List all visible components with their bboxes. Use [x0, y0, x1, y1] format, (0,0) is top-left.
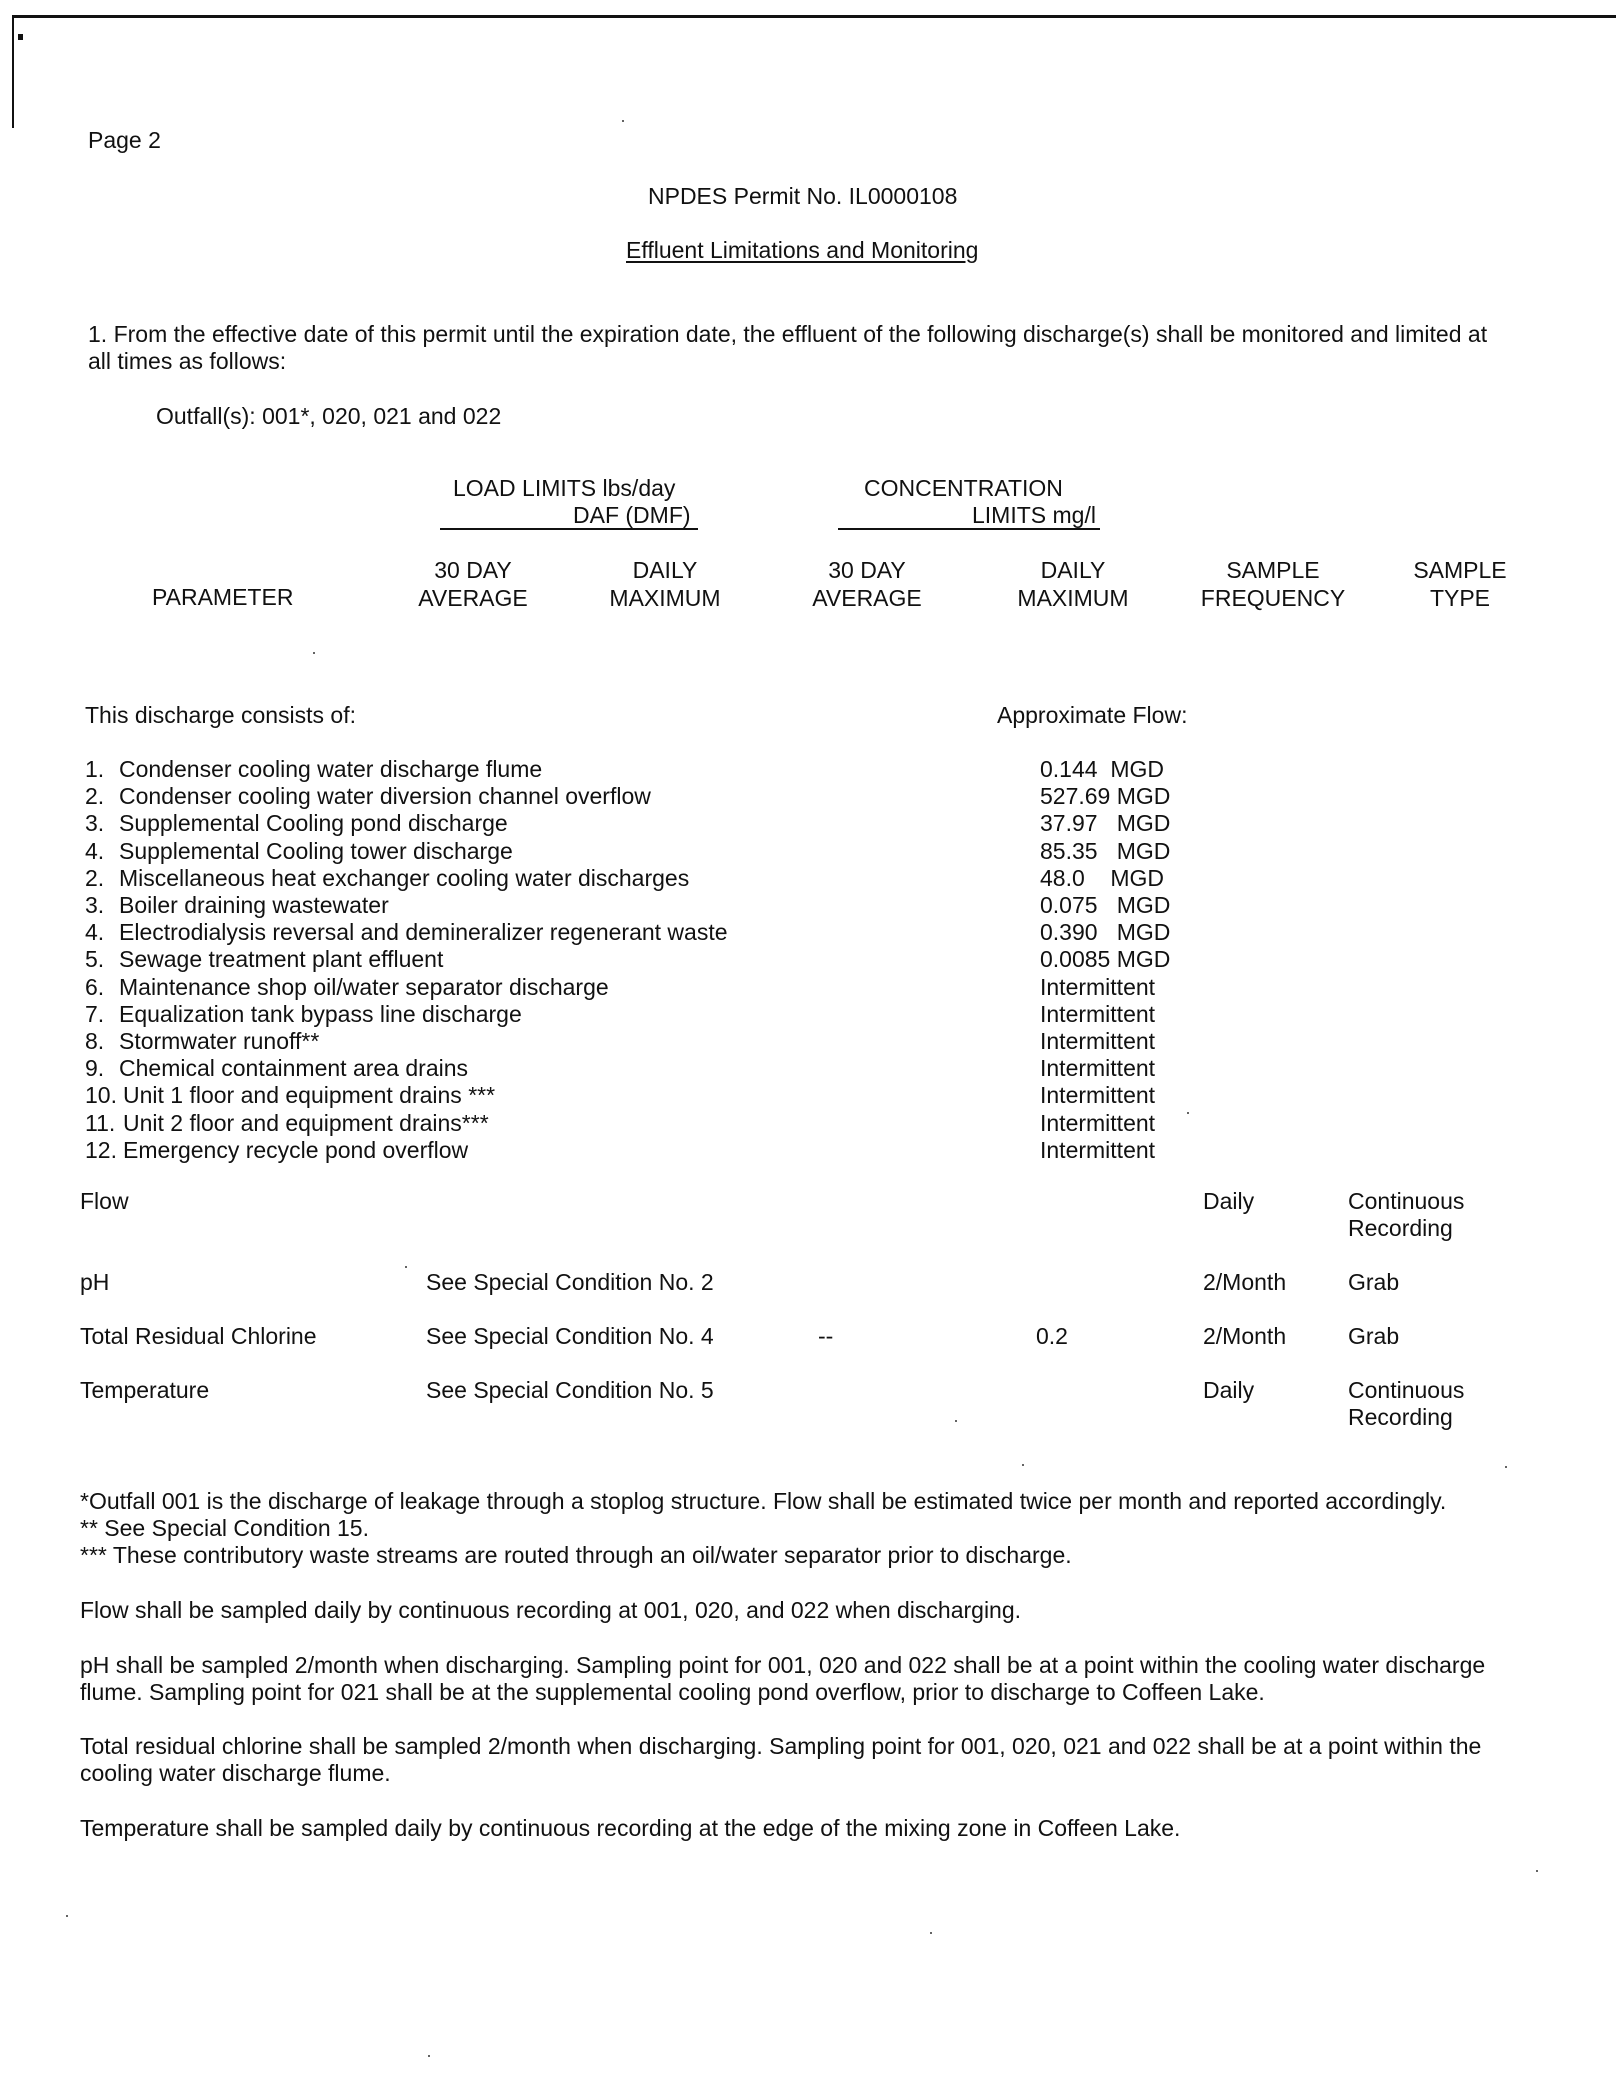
scan-speck: [405, 1266, 407, 1268]
footnote-outfall-001: *Outfall 001 is the discharge of leakage through a stoplog structure. Flow shall be estimated twice per month and reported accordingly.: [80, 1488, 1447, 1514]
discharge-item-description: Stormwater runoff**: [119, 1028, 320, 1054]
parameter-sample-frequency: 2/Month: [1203, 1269, 1287, 1295]
outfalls-line: Outfall(s): 001*, 020, 021 and 022: [156, 403, 502, 429]
discharge-item-number: 1.: [85, 756, 105, 782]
discharge-item-description: Maintenance shop oil/water separator discharge: [119, 973, 609, 1000]
discharge-item: [85, 810, 508, 838]
discharge-item-description: Electrodialysis reversal and demineralizer regenerant waste: [119, 919, 728, 946]
parameter-sample-type: Continuous: [1348, 1188, 1465, 1214]
discharge-item-number: 12.: [85, 1136, 117, 1163]
parameter-load-limit: See Special Condition No. 2: [426, 1269, 714, 1295]
discharge-item-flow: Intermittent: [1040, 1109, 1156, 1136]
discharge-item: [85, 1082, 495, 1110]
discharge-item-flow: Intermittent: [1040, 1000, 1156, 1027]
note-temperature: Temperature shall be sampled daily by continuous recording at the edge of the mixing zone in Coffeen Lake.: [80, 1815, 1181, 1841]
load-limits-underline: [440, 528, 698, 530]
parameter-sample-frequency: Daily: [1203, 1377, 1255, 1403]
parameter-sample-frequency: Daily: [1203, 1188, 1255, 1214]
discharge-item: [85, 1001, 522, 1029]
discharge-item: [85, 892, 389, 920]
discharge-item-flow: 0.144 MGD: [1040, 756, 1164, 782]
load-limits-header: LOAD LIMITS lbs/day: [453, 475, 676, 501]
discharge-item: [85, 919, 728, 947]
discharge-item-description: Miscellaneous heat exchanger cooling water discharges: [119, 864, 690, 891]
discharge-item-number: 4.: [85, 837, 105, 864]
discharge-item-flow: Intermittent: [1040, 973, 1156, 1000]
discharge-item: [85, 1137, 468, 1165]
top-border-line: [12, 15, 1616, 18]
discharge-item: [85, 1028, 319, 1056]
discharge-item-description: Supplemental Cooling pond discharge: [119, 810, 508, 837]
discharge-item: [85, 974, 609, 1002]
discharge-item-description: Boiler draining wastewater: [119, 892, 389, 918]
discharge-item-number: 2.: [85, 864, 105, 891]
discharge-item-flow: Intermittent: [1040, 1055, 1156, 1082]
note-chlorine-line-2: cooling water discharge flume.: [80, 1760, 391, 1786]
column-header-sample-frequency: SAMPLE FREQUENCY: [1200, 557, 1346, 611]
column-header-load-average: 30 DAY AVERAGE: [418, 557, 528, 611]
discharge-item-description: Condenser cooling water discharge flume: [119, 756, 543, 782]
discharge-item: [85, 1110, 489, 1138]
discharge-item-flow: 37.97 MGD: [1040, 810, 1171, 837]
concentration-subheader: LIMITS mg/l: [972, 502, 1096, 528]
discharge-item: [85, 865, 689, 893]
discharge-item-description: Condenser cooling water diversion channel overflow: [119, 783, 651, 810]
discharge-item-number: 10.: [85, 1082, 117, 1109]
scan-speck: [622, 120, 624, 122]
column-header-parameter: PARAMETER: [152, 584, 294, 610]
discharge-item-flow: 85.35 MGD: [1040, 837, 1171, 864]
discharge-item-description: Equalization tank bypass line discharge: [119, 1000, 522, 1027]
discharge-item-number: 2.: [85, 783, 105, 810]
intro-line-1: 1. From the effective date of this permit until the expiration date, the effluent of the following discharge(s) shall be monitored and limited at: [88, 321, 1488, 347]
parameter-name: Flow: [80, 1188, 129, 1214]
discharge-item-description: Sewage treatment plant effluent: [119, 946, 444, 973]
discharge-item: [85, 783, 651, 811]
left-border-line: [12, 18, 14, 128]
discharge-item-description: Emergency recycle pond overflow: [123, 1136, 469, 1163]
discharge-item-description: Chemical containment area drains: [119, 1055, 469, 1082]
note-ph-line-2: flume. Sampling point for 021 shall be at the supplemental cooling pond overflow, prior to discharge to Coffeen Lake.: [80, 1679, 1265, 1705]
discharge-item-flow: 527.69 MGD: [1040, 783, 1171, 810]
discharge-item-number: 7.: [85, 1000, 105, 1027]
scan-speck: [1505, 1466, 1507, 1468]
scan-speck: [1022, 1464, 1024, 1466]
discharge-item-flow: 0.0085 MGD: [1040, 946, 1171, 973]
approximate-flow-label: Approximate Flow:: [997, 702, 1188, 728]
intro-line-2: all times as follows:: [88, 348, 287, 374]
parameter-concentration-average: --: [818, 1323, 834, 1349]
section-title: Effluent Limitations and Monitoring: [626, 237, 979, 263]
scan-speck: [1536, 1870, 1538, 1872]
discharge-item-flow: Intermittent: [1040, 1082, 1156, 1109]
parameter-sample-frequency: 2/Month: [1203, 1323, 1287, 1349]
note-flow: Flow shall be sampled daily by continuous recording at 001, 020, and 022 when discharging.: [80, 1597, 1022, 1623]
discharge-item-number: 8.: [85, 1028, 105, 1054]
parameter-sample-type: Grab: [1348, 1269, 1400, 1295]
parameter-load-limit: See Special Condition No. 5: [426, 1377, 714, 1403]
parameter-sample-type-line-2: Recording: [1348, 1215, 1453, 1241]
column-header-load-maximum: DAILY MAXIMUM: [609, 557, 721, 611]
concentration-header: CONCENTRATION: [864, 475, 1063, 501]
footnote-contributory-streams: *** These contributory waste streams are routed through an oil/water separator prior to discharge.: [80, 1542, 1072, 1568]
concentration-underline: [838, 528, 1100, 530]
discharge-item-number: 4.: [85, 919, 105, 946]
column-header-concentration-average: 30 DAY AVERAGE: [812, 557, 922, 611]
discharge-item-flow: 0.075 MGD: [1040, 892, 1171, 918]
scan-speck: [428, 2055, 430, 2057]
scan-speck: [66, 1915, 68, 1917]
discharge-item: [85, 756, 542, 784]
discharge-item-number: 5.: [85, 946, 105, 973]
discharge-item: [85, 946, 443, 974]
parameter-name: pH: [80, 1269, 110, 1295]
note-ph-line-1: pH shall be sampled 2/month when discharging. Sampling point for 001, 020 and 022 shall be at a point within the cooling water discharge: [80, 1652, 1486, 1678]
scan-speck: [313, 652, 315, 654]
discharge-item-number: 3.: [85, 810, 105, 837]
discharge-item-number: 9.: [85, 1055, 105, 1082]
parameter-sample-type-line-2: Recording: [1348, 1404, 1453, 1430]
discharge-intro: This discharge consists of:: [85, 702, 357, 728]
column-header-sample-type: SAMPLE TYPE: [1413, 557, 1507, 611]
note-chlorine-line-1: Total residual chlorine shall be sampled 2/month when discharging. Sampling point for 001, 020, 021 and 022 shall be at a point within the: [80, 1733, 1482, 1759]
scan-speck: [930, 1932, 932, 1934]
discharge-item-number: 6.: [85, 973, 105, 1000]
parameter-load-limit: See Special Condition No. 4: [426, 1323, 714, 1349]
discharge-item-description: Unit 1 floor and equipment drains ***: [123, 1082, 496, 1109]
parameter-name: Temperature: [80, 1377, 210, 1403]
discharge-item-flow: Intermittent: [1040, 1136, 1156, 1163]
parameter-sample-type: Grab: [1348, 1323, 1400, 1349]
discharge-item-flow: 0.390 MGD: [1040, 919, 1171, 946]
discharge-item: [85, 1055, 468, 1083]
discharge-item: [85, 838, 513, 866]
discharge-item-description: Unit 2 floor and equipment drains***: [123, 1109, 489, 1136]
page-label: Page 2: [88, 127, 161, 153]
scan-speck: [1187, 1112, 1189, 1114]
permit-title: NPDES Permit No. IL0000108: [648, 183, 958, 209]
footnote-special-condition: ** See Special Condition 15.: [80, 1515, 369, 1541]
corner-mark: [18, 34, 23, 40]
scan-speck: [955, 1420, 957, 1422]
parameter-sample-type: Continuous: [1348, 1377, 1465, 1403]
discharge-item-flow: 48.0 MGD: [1040, 864, 1164, 891]
discharge-item-number: 3.: [85, 892, 105, 918]
discharge-item-flow: Intermittent: [1040, 1028, 1156, 1054]
column-header-concentration-maximum: DAILY MAXIMUM: [1017, 557, 1129, 611]
discharge-item-number: 11.: [85, 1109, 116, 1136]
parameter-name: Total Residual Chlorine: [80, 1323, 317, 1349]
load-limits-subheader: DAF (DMF): [573, 502, 691, 528]
discharge-item-description: Supplemental Cooling tower discharge: [119, 837, 513, 864]
parameter-concentration-maximum: 0.2: [1036, 1323, 1068, 1349]
